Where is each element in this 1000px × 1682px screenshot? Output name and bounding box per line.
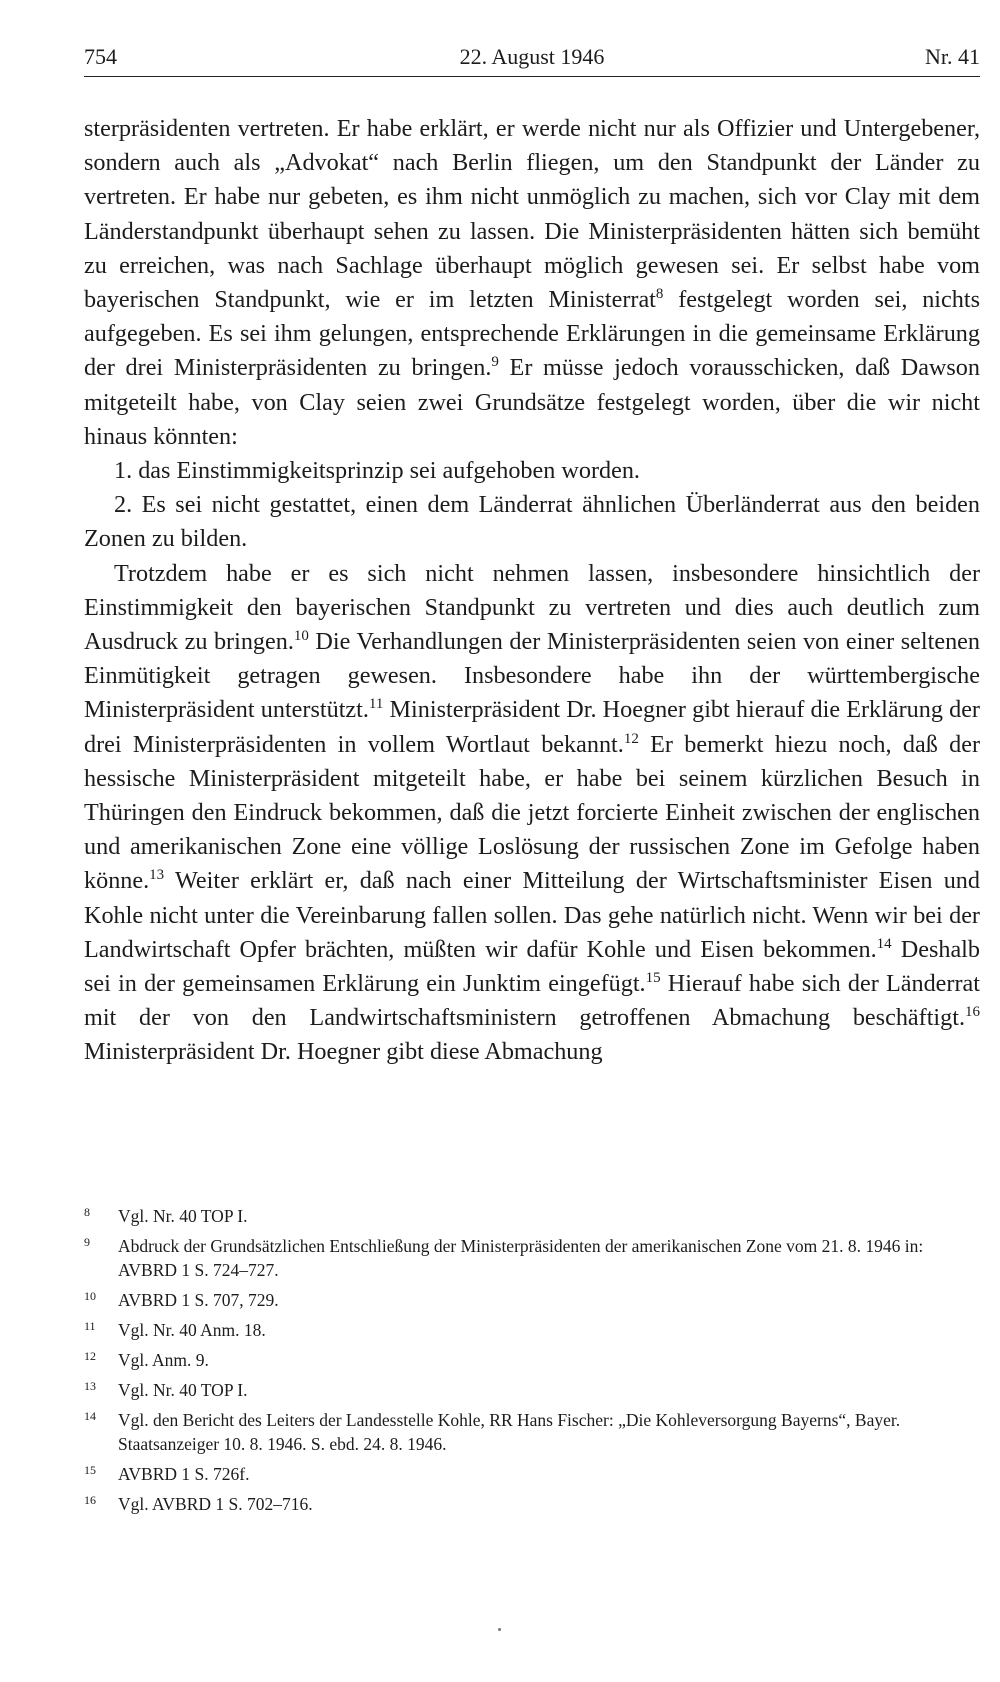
footnote [84,1462,980,1486]
footnote [84,1234,980,1282]
footnote-text: AVBRD 1 S. 726f. [118,1464,250,1484]
footnote-number: 14 [84,1409,96,1423]
header-rule [84,76,980,77]
document-number: Nr. 41 [925,44,980,69]
footnote [84,1318,980,1342]
footnote-ref[interactable]: 13 [149,867,165,884]
footnote-ref[interactable]: 14 [876,935,892,952]
footnote-text: Abdruck der Grundsätzlichen Entschließung der Ministerpräsidenten der amerikanischen Zone vom 21. 8. 1946 in: AVBRD 1 S. 724–727. [118,1236,924,1280]
footnote-ref[interactable]: 8 [655,286,664,303]
footnote [84,1204,980,1228]
footnote-text: Vgl. Nr. 40 TOP I. [118,1380,248,1400]
footnote-number: 13 [84,1379,96,1393]
footnote-ref[interactable]: 16 [965,1004,980,1021]
paragraph-1: sterpräsidenten vertreten. Er habe erklärt, er werde nicht nur als Offizier und Untergebener, sondern auch als „Advokat“ nach Berlin fliegen, um den Standpunkt der Länder zu vertreten. Er habe nur gebeten, es ihm nicht unmöglich zu machen, sich vor Clay mit dem Länderstandpunkt überhaupt sehen zu lassen. Die Ministerpräsidenten hätten sich bemüht zu erreichen, was nach Sachlage überhaupt möglich gewesen sei. Er selbst habe vom bayerischen Standpunkt, wie er im letzten Ministerrat$^8$ festgelegt worden sei, nichts aufgegeben. Es sei ihm gelungen, entsprechende Erklärungen in die gemeinsame Erklärung der drei Ministerpräsidenten zu bringen.$^9$ Er müsse jedoch vorausschicken, daß Dawson mitgeteilt habe, von Clay seien zwei Grundsätze festgelegt worden, über die wir nicht hinaus könnten: [84,115,980,450]
footnote-number: 10 [84,1289,96,1303]
footnote-ref[interactable]: 15 [645,970,661,987]
list-item-2: 2. Es sei nicht gestattet, einen dem Länderrat ähnlichen Überländerrat aus den beiden Zonen zu bilden. [84,491,980,553]
footnote-text: Vgl. den Bericht des Leiters der Landesstelle Kohle, RR Hans Fischer: „Die Kohleversorgung Bayerns“, Bayer. Staatsanzeiger 10. 8. 1946. S. ebd. 24. 8. 1946. [118,1410,901,1454]
footnote-number: 9 [84,1235,90,1249]
page-number: 754 [84,44,117,69]
footnote-ref[interactable]: 10 [293,628,309,645]
footnote [84,1348,980,1372]
footnote [84,1408,980,1456]
footnote-ref[interactable]: 12 [623,730,639,747]
footnote-text: Vgl. Nr. 40 Anm. 18. [118,1320,266,1340]
footnote-text: AVBRD 1 S. 707, 729. [118,1290,279,1310]
footnote-number: 16 [84,1493,96,1507]
footnotes [84,1204,980,1522]
footnote-ref[interactable]: 11 [368,696,384,713]
footnote-number: 8 [84,1205,90,1219]
footnote-text: Vgl. AVBRD 1 S. 702–716. [118,1494,313,1514]
header-date: 22. August 1946 [459,44,605,69]
paragraph-2: Trotzdem habe er es sich nicht nehmen lassen, insbesondere hinsichtlich der Einstimmigkeit den bayerischen Standpunkt zu vertreten und dies auch deutlich zum Ausdruck zu bringen.$^{10}$ Die Verhandlungen der Ministerpräsidenten seien von einer seltenen Einmütigkeit getragen gewesen. Insbesondere habe ihn der württembergische Ministerpräsident unterstützt.$^{11}$ Ministerpräsident Dr. Hoegner gibt hierauf die Erklärung der drei Ministerpräsidenten in vollem Wortlaut bekannt.$^{12}$ Er bemerkt hiezu noch, daß der hessische Ministerpräsident mitgeteilt habe, er habe bei seinem kürzlichen Besuch in Thüringen den Eindruck bekommen, daß die jetzt forcierte Einheit zwischen der englischen und amerikanischen Zone eine völlige Loslösung der russischen Zone im Gefolge haben könne.$^{13}$ Weiter erklärt er, daß nach einer Mitteilung der Wirtschaftsminister Eisen und Kohle nicht unter die Vereinbarung fallen sollen. Das gehe natürlich nicht. Wenn wir bei der Landwirtschaft Opfer brächten, müßten wir dafür Kohle und Eisen bekommen.$^{14}$ Deshalb sei in der gemeinsamen Erklärung ein Junktim eingefügt.$^{15}$ Hierauf habe sich der Länderrat mit der von den Landwirtschaftsministern getroffenen Abmachung beschäftigt.$^{16}$ Ministerpräsident Dr. Hoegner gibt diese Abmachung [84,559,981,1066]
footnote-text: Vgl. Nr. 40 TOP I. [118,1206,248,1226]
list-item-1: 1. das Einstimmigkeitsprinzip sei aufgehoben worden. [114,457,640,485]
footnote [84,1378,980,1402]
footnote-ref[interactable]: 9 [491,354,499,371]
footnote [84,1288,980,1312]
main-text [84,112,980,1070]
footnote-number: 11 [84,1319,96,1333]
footnote-text: Vgl. Anm. 9. [118,1350,209,1370]
running-header [84,44,980,74]
footnote-number: 15 [84,1463,96,1477]
footnote [84,1492,980,1516]
print-speck [498,1628,501,1631]
footnote-number: 12 [84,1349,96,1363]
